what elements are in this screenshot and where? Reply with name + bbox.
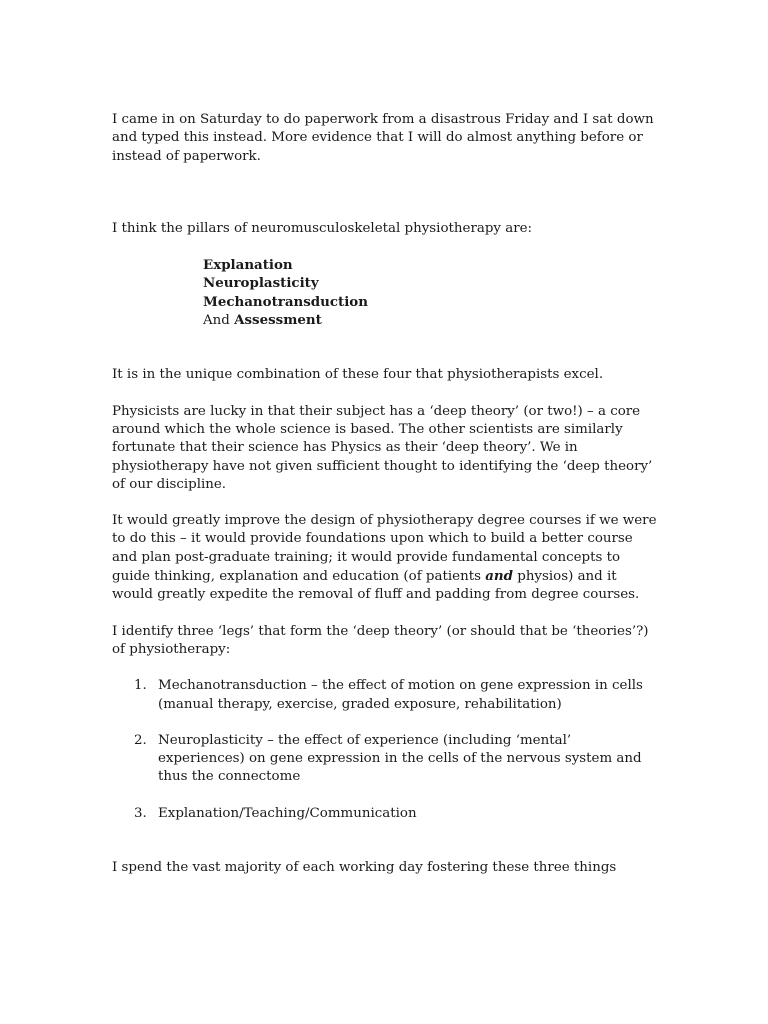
leg-number: 3. <box>134 805 147 821</box>
pillar-last-label: Assessment <box>234 312 322 329</box>
leg-text: Explanation/Teaching/Communication <box>158 805 417 821</box>
combination-paragraph: It is in the unique combination of these four that physiotherapists excel. <box>112 367 604 383</box>
document-page <box>112 111 660 877</box>
physicists-paragraph: Physicists are lucky in that their subject has a ‘deep theory’ (or two!) – a core around which the whole science is based. The other scientists are similarly fortunate that their science has Physics as their ‘deep theory’. We in physiotherapy have not given sufficient thought to identifying the ‘deep theory’ of our discipline. <box>112 403 653 492</box>
pillar-item: Explanation <box>203 257 293 274</box>
pillar-item: Mechanotransduction <box>203 293 368 310</box>
improve-text-after: physios) and it would greatly expedite the removal of fluff and padding from degree courses. <box>112 569 640 603</box>
intro-paragraph: I came in on Saturday to do paperwork from a disastrous Friday and I sat down and typed this instead. More evidence that I will do almost anything before or instead of paperwork. <box>112 112 654 164</box>
leg-number: 1. <box>134 678 147 694</box>
pillar-item-last <box>203 311 660 330</box>
leg-item <box>112 732 660 787</box>
leg-item <box>112 805 660 823</box>
pillar-item: Neuroplasticity <box>203 275 319 292</box>
legs-list <box>112 677 660 823</box>
leg-text: Neuroplasticity – the effect of experience (including ‘mental’ experiences) on gene expression in the cells of the nervous system and thus the connectome <box>158 732 642 785</box>
pillars-lead-paragraph: I think the pillars of neuromusculoskeletal physiotherapy are: <box>112 220 533 236</box>
pillar-last-prefix: And <box>203 313 235 329</box>
leg-number: 2. <box>134 732 147 748</box>
legs-lead-paragraph: I identify three ‘legs’ that form the ‘deep theory’ (or should that be ‘theories’?) of physiotherapy: <box>112 623 649 657</box>
closing-paragraph: I spend the vast majority of each working day fostering these three things <box>112 860 617 876</box>
improve-emphasis: and <box>485 568 513 585</box>
leg-item <box>112 677 660 714</box>
leg-text: Mechanotransduction – the effect of motion on gene expression in cells (manual therapy, exercise, graded exposure, rehabilitation) <box>158 678 643 712</box>
improve-paragraph <box>112 512 660 604</box>
pillars-list <box>203 256 660 330</box>
improve-text-before: It would greatly improve the design of physiotherapy degree courses if we were to do this – it would provide foundations upon which to build a better course and plan post-graduate training; it would provide fundamental concepts to guide thinking, explanation and education (of patients <box>112 513 657 585</box>
